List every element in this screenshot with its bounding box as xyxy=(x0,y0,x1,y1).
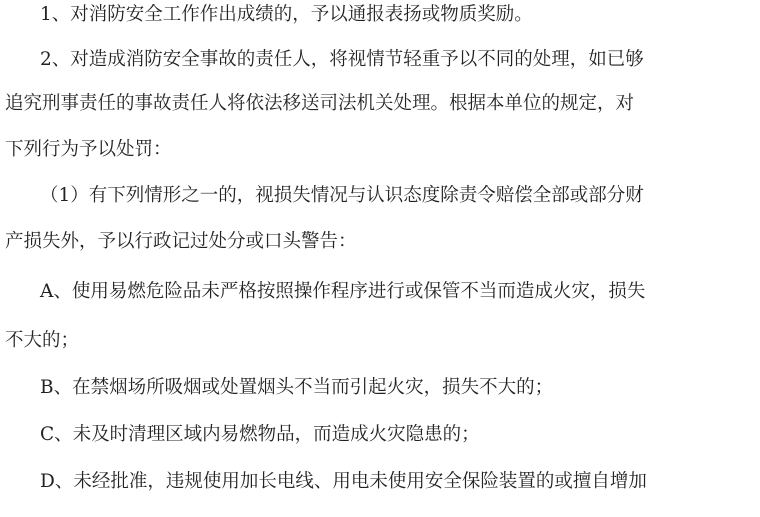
paragraph-line: 1、对消防安全工作作出成绩的，予以通报表扬或物质奖励。 xyxy=(40,4,533,25)
paragraph-line: 2、对造成消防安全事故的责任人，将视情节轻重予以不同的处理，如已够 xyxy=(40,49,644,70)
paragraph-line: （1）有下列情形之一的，视损失情况与认识态度除责令赔偿全部或部分财 xyxy=(40,185,644,206)
paragraph-line: B、在禁烟场所吸烟或处置烟头不当而引起火灾，损失不大的； xyxy=(40,377,554,398)
paragraph-line: D、未经批准，违规使用加长电线、用电未使用安全保险装置的或擅自增加 xyxy=(40,471,647,492)
paragraph-line: 产损失外，予以行政记过处分或口头警告： xyxy=(5,231,357,252)
paragraph-line: 不大的； xyxy=(5,330,80,351)
paragraph-line: A、使用易燃危险品未严格按照操作程序进行或保管不当而造成火灾，损失 xyxy=(40,281,646,302)
paragraph-line: C、未及时清理区域内易燃物品，而造成火灾隐患的； xyxy=(40,424,480,445)
paragraph-line: 下列行为予以处罚： xyxy=(5,139,172,160)
paragraph-line: 追究刑事责任的事故责任人将依法移送司法机关处理。根据本单位的规定，对 xyxy=(5,93,635,114)
